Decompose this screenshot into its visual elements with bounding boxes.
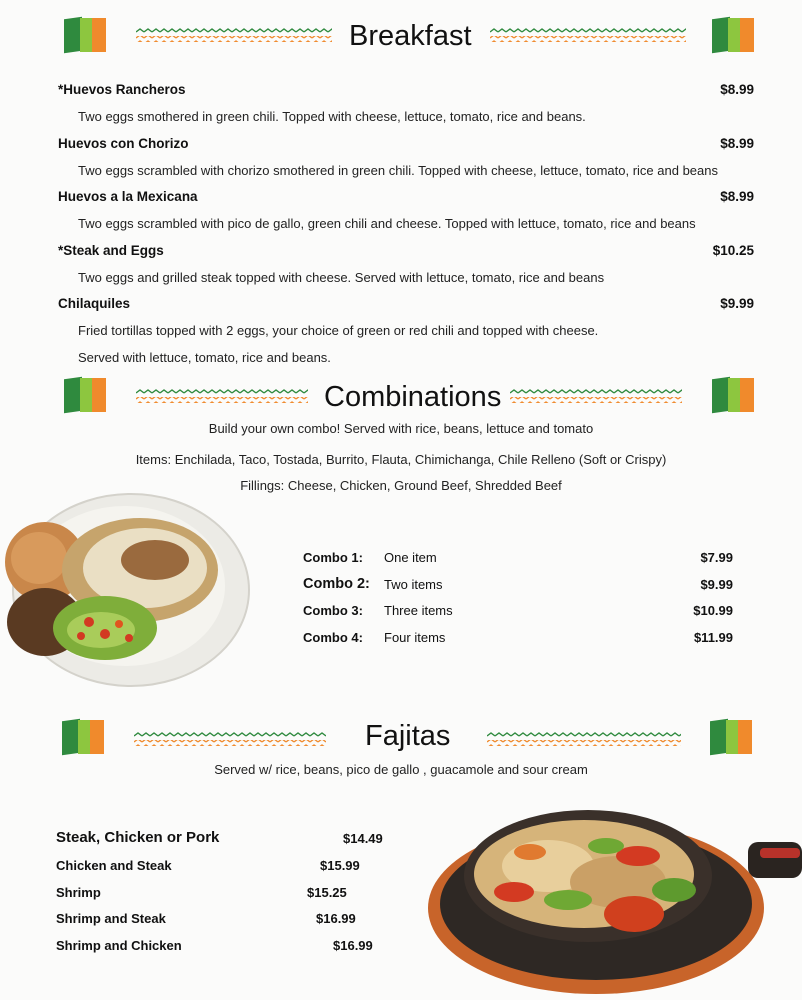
section-title-breakfast: Breakfast <box>349 20 472 52</box>
combo-label: Combo 3: <box>303 603 363 618</box>
combo-label: Combo 2: <box>303 576 370 592</box>
menu-item-price: $8.99 <box>720 189 754 204</box>
fajita-item-price: $14.49 <box>343 831 383 846</box>
fajita-item-name: Shrimp <box>56 885 101 900</box>
fajita-item-price: $16.99 <box>316 911 356 926</box>
menu-item-description: Two eggs and grilled steak topped with cheese. Served with lettuce, tomato, rice and beans <box>78 270 605 285</box>
wave-divider-icon <box>134 732 330 750</box>
combo-price: $11.99 <box>693 630 733 645</box>
combo-fillings-line: Fillings: Cheese, Chicken, Ground Beef, Shredded Beef <box>240 478 562 493</box>
menu-item-name: *Huevos Rancheros <box>58 82 186 97</box>
flag-icon <box>64 378 106 412</box>
wave-divider-icon <box>510 389 706 407</box>
flag-icon <box>712 378 754 412</box>
combo-plate-image <box>5 490 253 695</box>
menu-item-description: Two eggs smothered in green chili. Topped with cheese, lettuce, tomato, rice and beans. <box>78 109 586 124</box>
wave-divider-icon <box>136 389 332 407</box>
section-title-fajitas: Fajitas <box>365 720 451 752</box>
menu-item-description: Two eggs scrambled with chorizo smothered in green chili. Topped with cheese, lettuce, tomato, rice and beans <box>78 163 718 178</box>
section-title-combinations: Combinations <box>324 381 502 413</box>
flag-icon <box>710 720 752 754</box>
fajita-item-price: $15.25 <box>307 885 347 900</box>
fajita-item-name: Shrimp and Steak <box>56 911 166 926</box>
combo-items-line: Items: Enchilada, Taco, Tostada, Burrito, Flauta, Chimichanga, Chile Relleno (Soft or Crispy) <box>135 452 667 467</box>
menu-item-price: $9.99 <box>720 296 754 311</box>
fajita-item-name: Chicken and Steak <box>56 858 172 873</box>
menu-item-name: Huevos a la Mexicana <box>58 189 198 204</box>
flag-icon <box>712 18 754 52</box>
menu-item-name: Huevos con Chorizo <box>58 136 189 151</box>
combo-description: One item <box>384 550 437 565</box>
flag-icon <box>64 18 106 52</box>
combo-label: Combo 4: <box>303 630 363 645</box>
combo-price: $10.99 <box>693 603 733 618</box>
fajita-item-name: Steak, Chicken or Pork <box>56 829 220 846</box>
combo-description: Four items <box>384 630 446 645</box>
flag-icon <box>62 720 104 754</box>
menu-item-description: Served with lettuce, tomato, rice and beans. <box>78 350 331 365</box>
menu-item-description: Two eggs scrambled with pico de gallo, green chili and cheese. Topped with lettuce, tomato, rice and beans <box>78 216 696 231</box>
combo-price: $7.99 <box>700 550 733 565</box>
combo-price: $9.99 <box>700 577 733 592</box>
fajita-item-price: $15.99 <box>320 858 360 873</box>
menu-item-name: Chilaquiles <box>58 296 131 311</box>
fajita-item-price: $16.99 <box>333 938 373 953</box>
wave-divider-icon <box>490 28 686 46</box>
fajita-item-name: Shrimp and Chicken <box>56 938 182 953</box>
wave-divider-icon <box>136 28 332 46</box>
menu-item-name: *Steak and Eggs <box>58 243 164 258</box>
fajitas-subtitle: Served w/ rice, beans, pico de gallo , guacamole and sour cream <box>214 762 588 777</box>
menu-item-price: $8.99 <box>720 82 754 97</box>
combo-description: Two items <box>384 577 443 592</box>
wave-divider-icon <box>487 732 683 750</box>
menu-item-description: Fried tortillas topped with 2 eggs, your choice of green or red chili and topped with cheese. <box>78 323 599 338</box>
menu-item-price: $8.99 <box>720 136 754 151</box>
combo-description: Three items <box>384 603 453 618</box>
fajita-skillet-image <box>428 796 802 996</box>
menu-item-price: $10.25 <box>712 243 754 258</box>
combo-label: Combo 1: <box>303 550 363 565</box>
combo-intro: Build your own combo! Served with rice, beans, lettuce and tomato <box>208 421 594 436</box>
